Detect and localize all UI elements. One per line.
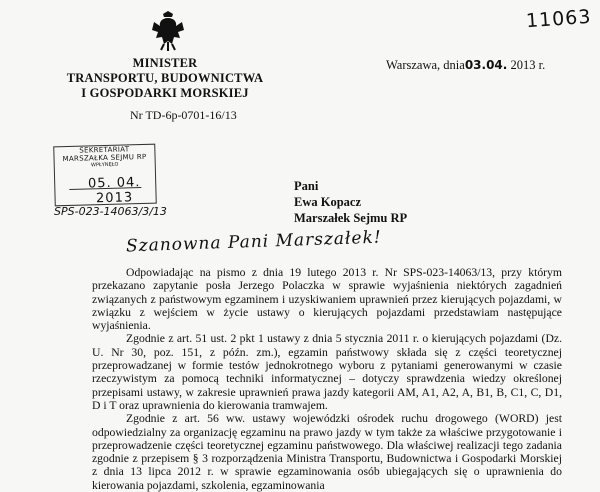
- letterhead-line-2: TRANSPORTU, BUDOWNICTWA: [66, 71, 264, 85]
- body-paragraph-2: Zgodnie z art. 51 ust. 2 pkt 1 ustawy z dnia 5 stycznia 2011 r. o kierujących pojazdami (Dz. U. Nr 30, poz. 151, z późn. zm.), egzamin państwowy składa się z części teoretycznej przeprowadzanej w formie testów jednokrotnego wyboru z pytaniami generowanymi w czasie rzeczywistym za pomocą techniki informatycznej – dotyczy sprawdzenia wiedzy określonej przepisami ustawy, w zakresie uprawnień prawa jazdy kategorii AM, A1, A2, A, B1, B, C1, C, D1, D i T oraz uprawnienia do kierowania tramwajem.: [92, 332, 562, 412]
- letterhead-line-1: MINISTER: [132, 56, 198, 70]
- addressee-name: Ewa Kopacz: [294, 195, 362, 209]
- received-stamp: [53, 144, 157, 207]
- polish-eagle-emblem: [150, 10, 186, 52]
- letterhead-line-3: I GOSPODARKI MORSKIEJ: [81, 86, 249, 100]
- letterhead: [60, 56, 270, 101]
- date-handwritten: 03.04.: [464, 58, 508, 72]
- addressee-title: Marszałek Sejmu RP: [294, 211, 408, 225]
- letter-body: [92, 266, 562, 492]
- salutation-handwritten: Szanowna Pani Marszałek!: [125, 227, 383, 257]
- reference-number: Nr TD-6p-0701-16/13: [130, 108, 237, 122]
- stamp-line-1: SEKRETARIAT: [79, 145, 130, 155]
- place-and-date: [386, 58, 545, 73]
- stamp-line-3: WPŁYNĘŁO: [90, 161, 119, 169]
- stamp-date: 05. 04. 2013: [87, 175, 141, 207]
- body-paragraph-1: Odpowiadając na pismo z dnia 19 lutego 2013 r. Nr SPS-023-14063/13, przy którym przekazano zapytanie posła Jerzego Polaczka w sprawie wyjaśnienia niektórych zagadnień związanych z państwowym egzaminem i uzyskiwaniem uprawnień przez kierujących pojazdami, w związku z wejściem w życie ustawy o kierujących pojazdami przedstawiam następujące wyjaśnienia.: [92, 266, 562, 333]
- stamp-line-2: MARSZAŁKA SEJMU RP: [62, 152, 147, 164]
- body-paragraph-3: Zgodnie z art. 56 ww. ustawy wojewódzki ośrodek ruchu drogowego (WORD) jest odpowiedzialny za organizację egzaminu na prawo jazdy w tym także za właściwe przygotowanie i przeprowadzenie części teoretycznej egzaminu państwowego. Dla właściwej realizacji tego zadania zgodnie z przepisem § 3 rozporządzenia Ministra Transportu, Budownictwa i Gospodarki Morskiej z dnia 13 lipca 2012 r. w sprawie egzaminowania osób ubiegających się o uprawnienia do kierowania pojazdami, szkolenia, egzaminowania: [92, 412, 562, 492]
- place: Warszawa, dnia: [386, 58, 465, 72]
- year: 2013 r.: [510, 58, 546, 72]
- document-number-handwritten: 11063: [525, 5, 593, 33]
- stamp-file-number-handwritten: SPS-023-14063/3/13: [54, 205, 167, 218]
- addressee: [294, 178, 407, 226]
- addressee-line-1: Pani: [294, 179, 319, 193]
